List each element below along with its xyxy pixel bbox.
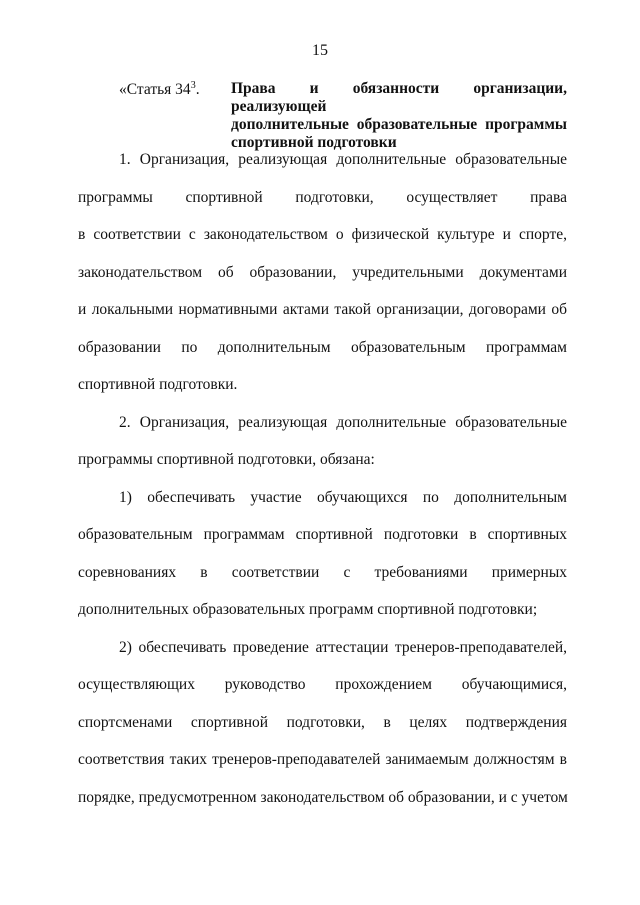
page-number: 15 bbox=[312, 42, 328, 59]
item-1-line: образовательным программам спортивной подготовки в спортивных bbox=[78, 526, 567, 543]
article-label-text: «Статья 34 bbox=[119, 81, 191, 98]
paragraph-1-line: 1. Организация, реализующая дополнительные образовательные bbox=[119, 151, 567, 168]
article-label bbox=[119, 81, 200, 99]
paragraph-2-line: программы спортивной подготовки, обязана: bbox=[78, 451, 375, 468]
article-title-line: дополнительные образовательные программы bbox=[231, 116, 567, 133]
article-label-superscript: 3 bbox=[190, 79, 196, 91]
paragraph-1-line: спортивной подготовки. bbox=[78, 376, 238, 393]
item-2-line: порядке, предусмотренном законодательством об образовании, и с учетом bbox=[78, 788, 568, 806]
article-body bbox=[78, 148, 567, 823]
article-title-line: Права и обязанности организации, реализующей bbox=[231, 80, 567, 115]
item-2-line: 2) обеспечивать проведение аттестации тренеров-преподавателей, bbox=[119, 638, 567, 656]
item-1-line: дополнительных образовательных программ спортивной подготовки; bbox=[78, 601, 538, 618]
article-title bbox=[231, 80, 567, 152]
paragraph-1-line: программы спортивной подготовки, осуществляет права bbox=[78, 188, 567, 206]
paragraph-2-line: 2. Организация, реализующая дополнительные образовательные bbox=[119, 413, 567, 431]
item-2-line: соответствия таких тренеров-преподавателей занимаемым должностям в bbox=[78, 751, 567, 768]
article-title-line: спортивной подготовки bbox=[231, 134, 397, 151]
article-label-period: . bbox=[195, 81, 200, 98]
item-1-line: 1) обеспечивать участие обучающихся по дополнительным bbox=[119, 488, 567, 506]
paragraph-1-line: образовании по дополнительным образовательным программам bbox=[78, 338, 567, 356]
paragraph-1-line: законодательством об образовании, учредительными документами bbox=[78, 263, 567, 281]
item-1-line: соревнованиях в соответствии с требованиями примерных bbox=[78, 563, 567, 581]
item-2-line: осуществляющих руководство прохождением обучающимися, bbox=[78, 676, 567, 693]
item-2-line: спортсменами спортивной подготовки, в целях подтверждения bbox=[78, 713, 567, 731]
paragraph-1-line: в соответствии с законодательством о физической культуре и спорте, bbox=[78, 226, 567, 243]
paragraph-1-line: и локальными нормативными актами такой организации, договорами об bbox=[78, 301, 567, 318]
